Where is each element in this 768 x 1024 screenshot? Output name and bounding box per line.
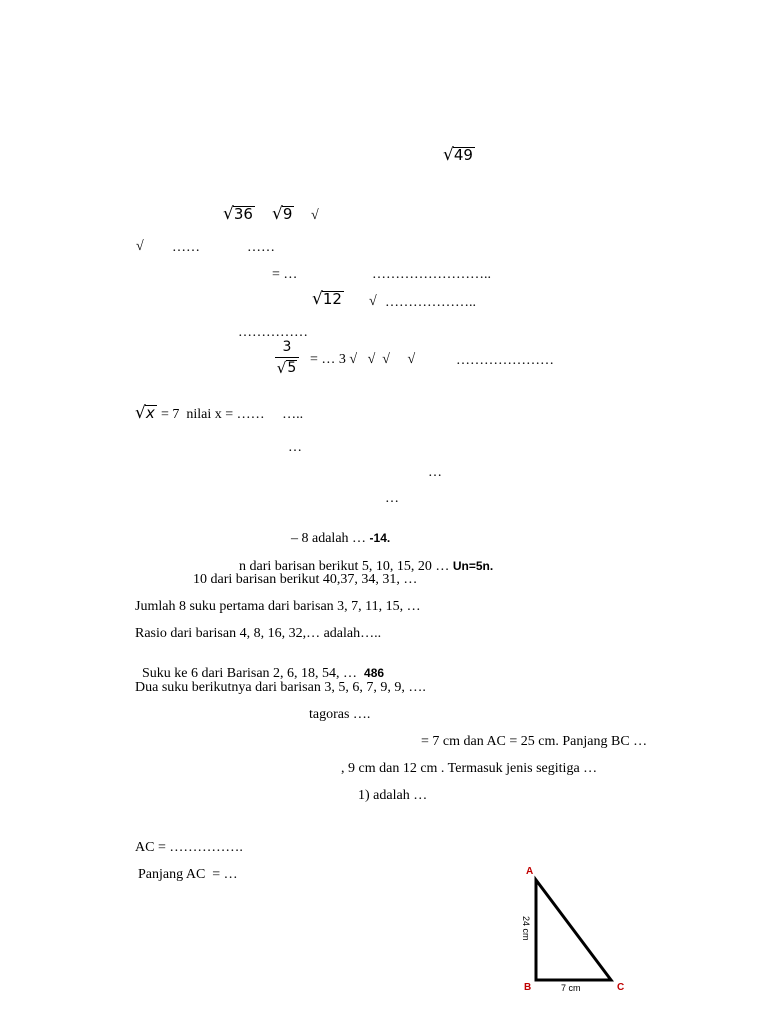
- question-line: tagoras ….: [309, 707, 371, 722]
- answer-blank: …: [385, 491, 399, 506]
- question-line: AC = …………….: [135, 840, 243, 855]
- vertex-c-label: C: [617, 982, 625, 993]
- question-line: 1) adalah …: [358, 788, 428, 803]
- answer-blank: ……: [172, 240, 200, 255]
- right-triangle-figure: [460, 852, 660, 997]
- question-line: 10 dari barisan berikut 40,37, 34, 31, …: [193, 572, 418, 587]
- sqrt-9: √ 9: [272, 204, 293, 224]
- question-line: = 7 cm dan AC = 25 cm. Panjang BC …: [421, 734, 648, 749]
- answer-blank: …………………: [456, 353, 554, 368]
- answer-blank: ……………: [238, 325, 308, 340]
- answer-blank: ……: [247, 240, 275, 255]
- radical-symbol: √: [136, 239, 144, 254]
- radical-symbol: √: [311, 208, 319, 223]
- sqrt-12: √ 12: [312, 289, 342, 309]
- answer-blank: …: [428, 465, 442, 480]
- triangle-shape: [536, 880, 611, 980]
- question-line: Jumlah 8 suku pertama dari barisan 3, 7, 11, 15, …: [135, 599, 421, 614]
- answer-text: -14.: [369, 531, 391, 545]
- question-line: Suku ke 6 dari Barisan 2, 6, 18, 54, … 486: [142, 666, 385, 681]
- side-bc-label: 7 cm: [561, 983, 581, 993]
- question-line: – 8 adalah … -14.: [291, 531, 391, 546]
- question-line: , 9 cm dan 12 cm . Termasuk jenis segitiga …: [341, 761, 598, 776]
- question-line: n dari barisan berikut 5, 10, 15, 20 … Un=5n.: [239, 559, 494, 574]
- equation-text: = 7 nilai x = …… …..: [161, 407, 304, 422]
- vertex-a-label: A: [526, 866, 534, 877]
- answer-text: 486: [364, 666, 385, 680]
- fraction-3-over-sqrt5: 3 √ 5: [275, 339, 299, 376]
- sqrt-49: √ 49: [443, 145, 473, 165]
- equation-text: = …: [272, 267, 298, 282]
- equation-text: = … 3 √ √ √ √: [310, 352, 416, 367]
- sqrt-x: √ x: [135, 403, 155, 423]
- vertex-b-label: B: [524, 982, 532, 993]
- question-line: Panjang AC = …: [138, 867, 238, 882]
- answer-blank: …: [288, 440, 302, 455]
- answer-text: Un=5n.: [452, 559, 494, 573]
- answer-blank: ……………………..: [372, 267, 491, 282]
- radical-symbol: √: [369, 294, 377, 309]
- side-ab-label: 24 cm: [521, 916, 531, 941]
- question-line: Dua suku berikutnya dari barisan 3, 5, 6, 7, 9, 9, ….: [135, 680, 426, 695]
- answer-blank: ………………..: [385, 295, 476, 310]
- question-line: Rasio dari barisan 4, 8, 16, 32,… adalah…..: [135, 626, 382, 641]
- sqrt-36: √ 36: [223, 204, 253, 224]
